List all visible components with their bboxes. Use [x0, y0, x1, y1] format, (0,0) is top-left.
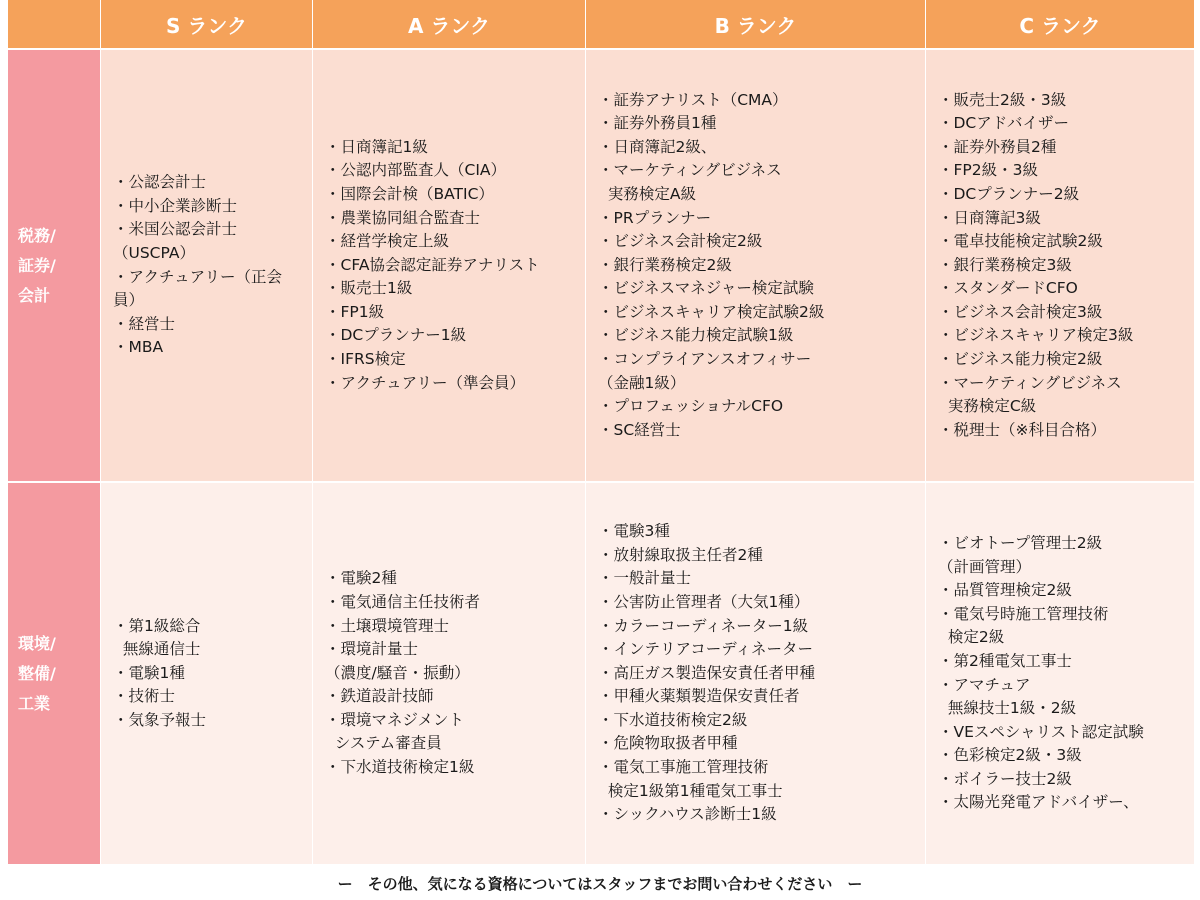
header-s-rank: S ランク [101, 0, 313, 50]
row-header-line: 整備/ [18, 663, 56, 683]
qualification-item: ・鉄道設計技師 [325, 687, 434, 706]
qualification-item: （濃度/騒音・振動） [325, 663, 470, 682]
qualification-item: ・銀行業務検定2級 [598, 255, 732, 274]
qualification-item: ・電験3種 [598, 522, 670, 541]
qualification-item: ・インテリアコーディネーター [598, 640, 813, 659]
qualification-item: 実務検定C級 [938, 397, 1037, 416]
qualification-item: ・アクチュアリー（準会員） [325, 373, 525, 392]
qualification-item: ・ビジネスキャリア検定試験2級 [598, 302, 825, 321]
header-c-rank: C ランク [926, 0, 1195, 50]
qualification-item: ・ビジネス能力検定試験1級 [598, 326, 794, 345]
qualification-item: ・証券外務員2種 [938, 137, 1057, 156]
cell-tax-c-rank [926, 50, 1195, 483]
qualification-item: ・電気工事施工管理技術 [598, 758, 769, 777]
qualification-list [325, 567, 480, 779]
qualification-item: 検定2級 [938, 628, 1005, 647]
qualification-item: ・アマチュア [938, 675, 1031, 694]
qualification-item: ・下水道技術検定2級 [598, 710, 748, 729]
row-header-tax-finance [8, 50, 101, 483]
qualification-item: ・ビジネス会計検定2級 [598, 232, 763, 251]
qualification-item: ・証券外務員1種 [598, 114, 717, 133]
qualification-item: ・スタンダードCFO [938, 279, 1078, 298]
qualification-item: ・電験2種 [325, 569, 397, 588]
qualification-list [598, 89, 824, 443]
qualification-item: ・SC経営士 [598, 420, 681, 439]
qualification-item: ・ビジネス能力検定2級 [938, 350, 1103, 369]
cell-env-a-rank [313, 483, 586, 866]
qualification-item: ・日商簿記2級、 [598, 137, 717, 156]
qualification-item: ・ビオトープ管理士2級 [938, 533, 1103, 552]
cell-env-s-rank [101, 483, 313, 866]
qualification-item: ・販売士1級 [325, 279, 413, 298]
qualification-item: ・米国公認会計士 [113, 220, 238, 239]
qualification-item: ・放射線取扱主任者2種 [598, 545, 763, 564]
qualification-item: ・電卓技能検定試験2級 [938, 232, 1103, 251]
qualification-item: 実務検定A級 [598, 184, 696, 203]
qualification-item: ・PRプランナー [598, 208, 712, 227]
qualification-item: ・技術士 [113, 687, 176, 706]
qualification-item: ・色彩検定2級・3級 [938, 746, 1082, 765]
qualification-item: ・ビジネス会計検定3級 [938, 302, 1103, 321]
qualification-item: ・シックハウス診断士1級 [598, 805, 777, 824]
qualification-item: （USCPA） [113, 243, 195, 262]
cell-env-c-rank [926, 483, 1195, 866]
qualification-item: ・ボイラー技士2級 [938, 769, 1072, 788]
row-header-line: 会計 [18, 285, 51, 305]
qualification-item: ・IFRS検定 [325, 350, 406, 369]
header-a-rank: A ランク [313, 0, 586, 50]
qualification-item: ・コンプライアンスオフィサー [598, 350, 812, 369]
row-header-line: 証券/ [18, 255, 56, 275]
qualification-item: ・経営学検定上級 [325, 232, 450, 251]
qualification-item: ・カラーコーディネーター1級 [598, 616, 809, 635]
row-header-label [18, 221, 56, 311]
cell-tax-s-rank [101, 50, 313, 483]
qualification-item: ・日商簿記1級 [325, 137, 428, 156]
qualification-item: （金融1級） [598, 373, 686, 392]
qualification-item: ・日商簿記3級 [938, 208, 1041, 227]
qualification-list [938, 532, 1144, 815]
qualification-item: ・マーケティングビジネス [938, 373, 1122, 392]
qualification-item: ・プロフェッショナルCFO [598, 397, 784, 416]
qualification-item: ・電験1種 [113, 663, 185, 682]
cell-tax-b-rank [586, 50, 926, 483]
cell-env-b-rank [586, 483, 926, 866]
qualification-list [113, 615, 206, 733]
qualification-item: ・ビジネスマネジャー検定試験 [598, 279, 814, 298]
qualification-item: ・気象予報士 [113, 710, 207, 729]
row-header-line: 税務/ [18, 225, 56, 245]
qualification-rank-table [8, 0, 1195, 866]
qualification-item: ・高圧ガス製造保安責任者甲種 [598, 663, 816, 682]
qualification-item: ・中小企業診断士 [113, 196, 238, 215]
qualification-item: ・品質管理検定2級 [938, 581, 1072, 600]
qualification-item: ・一般計量士 [598, 569, 692, 588]
qualification-item: ・第2種電気工事士 [938, 651, 1072, 670]
row-header-environment-industry [8, 483, 101, 866]
qualification-item: ・FP1級 [325, 302, 385, 321]
footer-note: ー その他、気になる資格についてはスタッフまでお問い合わせください ー [337, 874, 863, 893]
header-corner [8, 0, 101, 50]
header-b-rank: B ランク [586, 0, 926, 50]
qualification-item: ・アクチュアリー（正会 [113, 267, 282, 286]
qualification-list [325, 136, 540, 396]
qualification-item: ・DCアドバイザー [938, 114, 1069, 133]
qualification-item: ・経営士 [113, 314, 176, 333]
qualification-item: ・公認内部監査人（CIA） [325, 161, 506, 180]
qualification-item: 検定1級第1種電気工事士 [598, 781, 783, 800]
qualification-item: ・税理士（※科目合格） [938, 420, 1106, 439]
qualification-item: システム審査員 [325, 734, 442, 753]
qualification-item: ・公害防止管理者（大気1種） [598, 592, 810, 611]
row-header-line: 工業 [18, 693, 51, 713]
qualification-item: ・証券アナリスト（CMA） [598, 90, 788, 109]
qualification-item: ・DCプランナー1級 [325, 326, 467, 345]
cell-tax-a-rank [313, 50, 586, 483]
qualification-list [938, 89, 1133, 443]
qualification-item: ・甲種火薬類製造保安責任者 [598, 687, 800, 706]
qualification-item: ・電気通信主任技術者 [325, 592, 481, 611]
qualification-item: ・FP2級・3級 [938, 161, 1038, 180]
qualification-item: ・電気号時施工管理技術 [938, 604, 1109, 623]
qualification-item: （計画管理） [938, 557, 1032, 576]
qualification-item: ・環境計量士 [325, 640, 419, 659]
qualification-item: 員） [113, 291, 145, 310]
qualification-item: ・国際会計検（BATIC） [325, 184, 494, 203]
qualification-item: ・MBA [113, 338, 164, 357]
qualification-item: ・下水道技術検定1級 [325, 758, 475, 777]
qualification-item: ・土壌環境管理士 [325, 616, 450, 635]
qualification-item: ・環境マネジメント [325, 710, 465, 729]
row-header-label [18, 629, 56, 719]
qualification-item: ・第1級総合 [113, 616, 201, 635]
qualification-list [113, 171, 282, 360]
qualification-item: ・太陽光発電アドバイザー、 [938, 793, 1139, 812]
qualification-item: ・販売士2級・3級 [938, 90, 1067, 109]
qualification-item: 無線通信士 [113, 640, 201, 659]
qualification-item: ・農業協同組合監査士 [325, 208, 481, 227]
qualification-item: ・VEスペシャリスト認定試験 [938, 722, 1144, 741]
qualification-item: ・マーケティングビジネス [598, 161, 782, 180]
qualification-list [598, 520, 815, 827]
qualification-item: ・CFA協会認定証券アナリスト [325, 255, 540, 274]
qualification-item: ・公認会計士 [113, 173, 207, 192]
qualification-item: ・DCプランナー2級 [938, 184, 1080, 203]
row-header-line: 環境/ [18, 633, 56, 653]
qualification-item: ・危険物取扱者甲種 [598, 734, 738, 753]
qualification-item: ・ビジネスキャリア検定3級 [938, 326, 1134, 345]
qualification-item: ・銀行業務検定3級 [938, 255, 1072, 274]
qualification-item: 無線技士1級・2級 [938, 699, 1077, 718]
